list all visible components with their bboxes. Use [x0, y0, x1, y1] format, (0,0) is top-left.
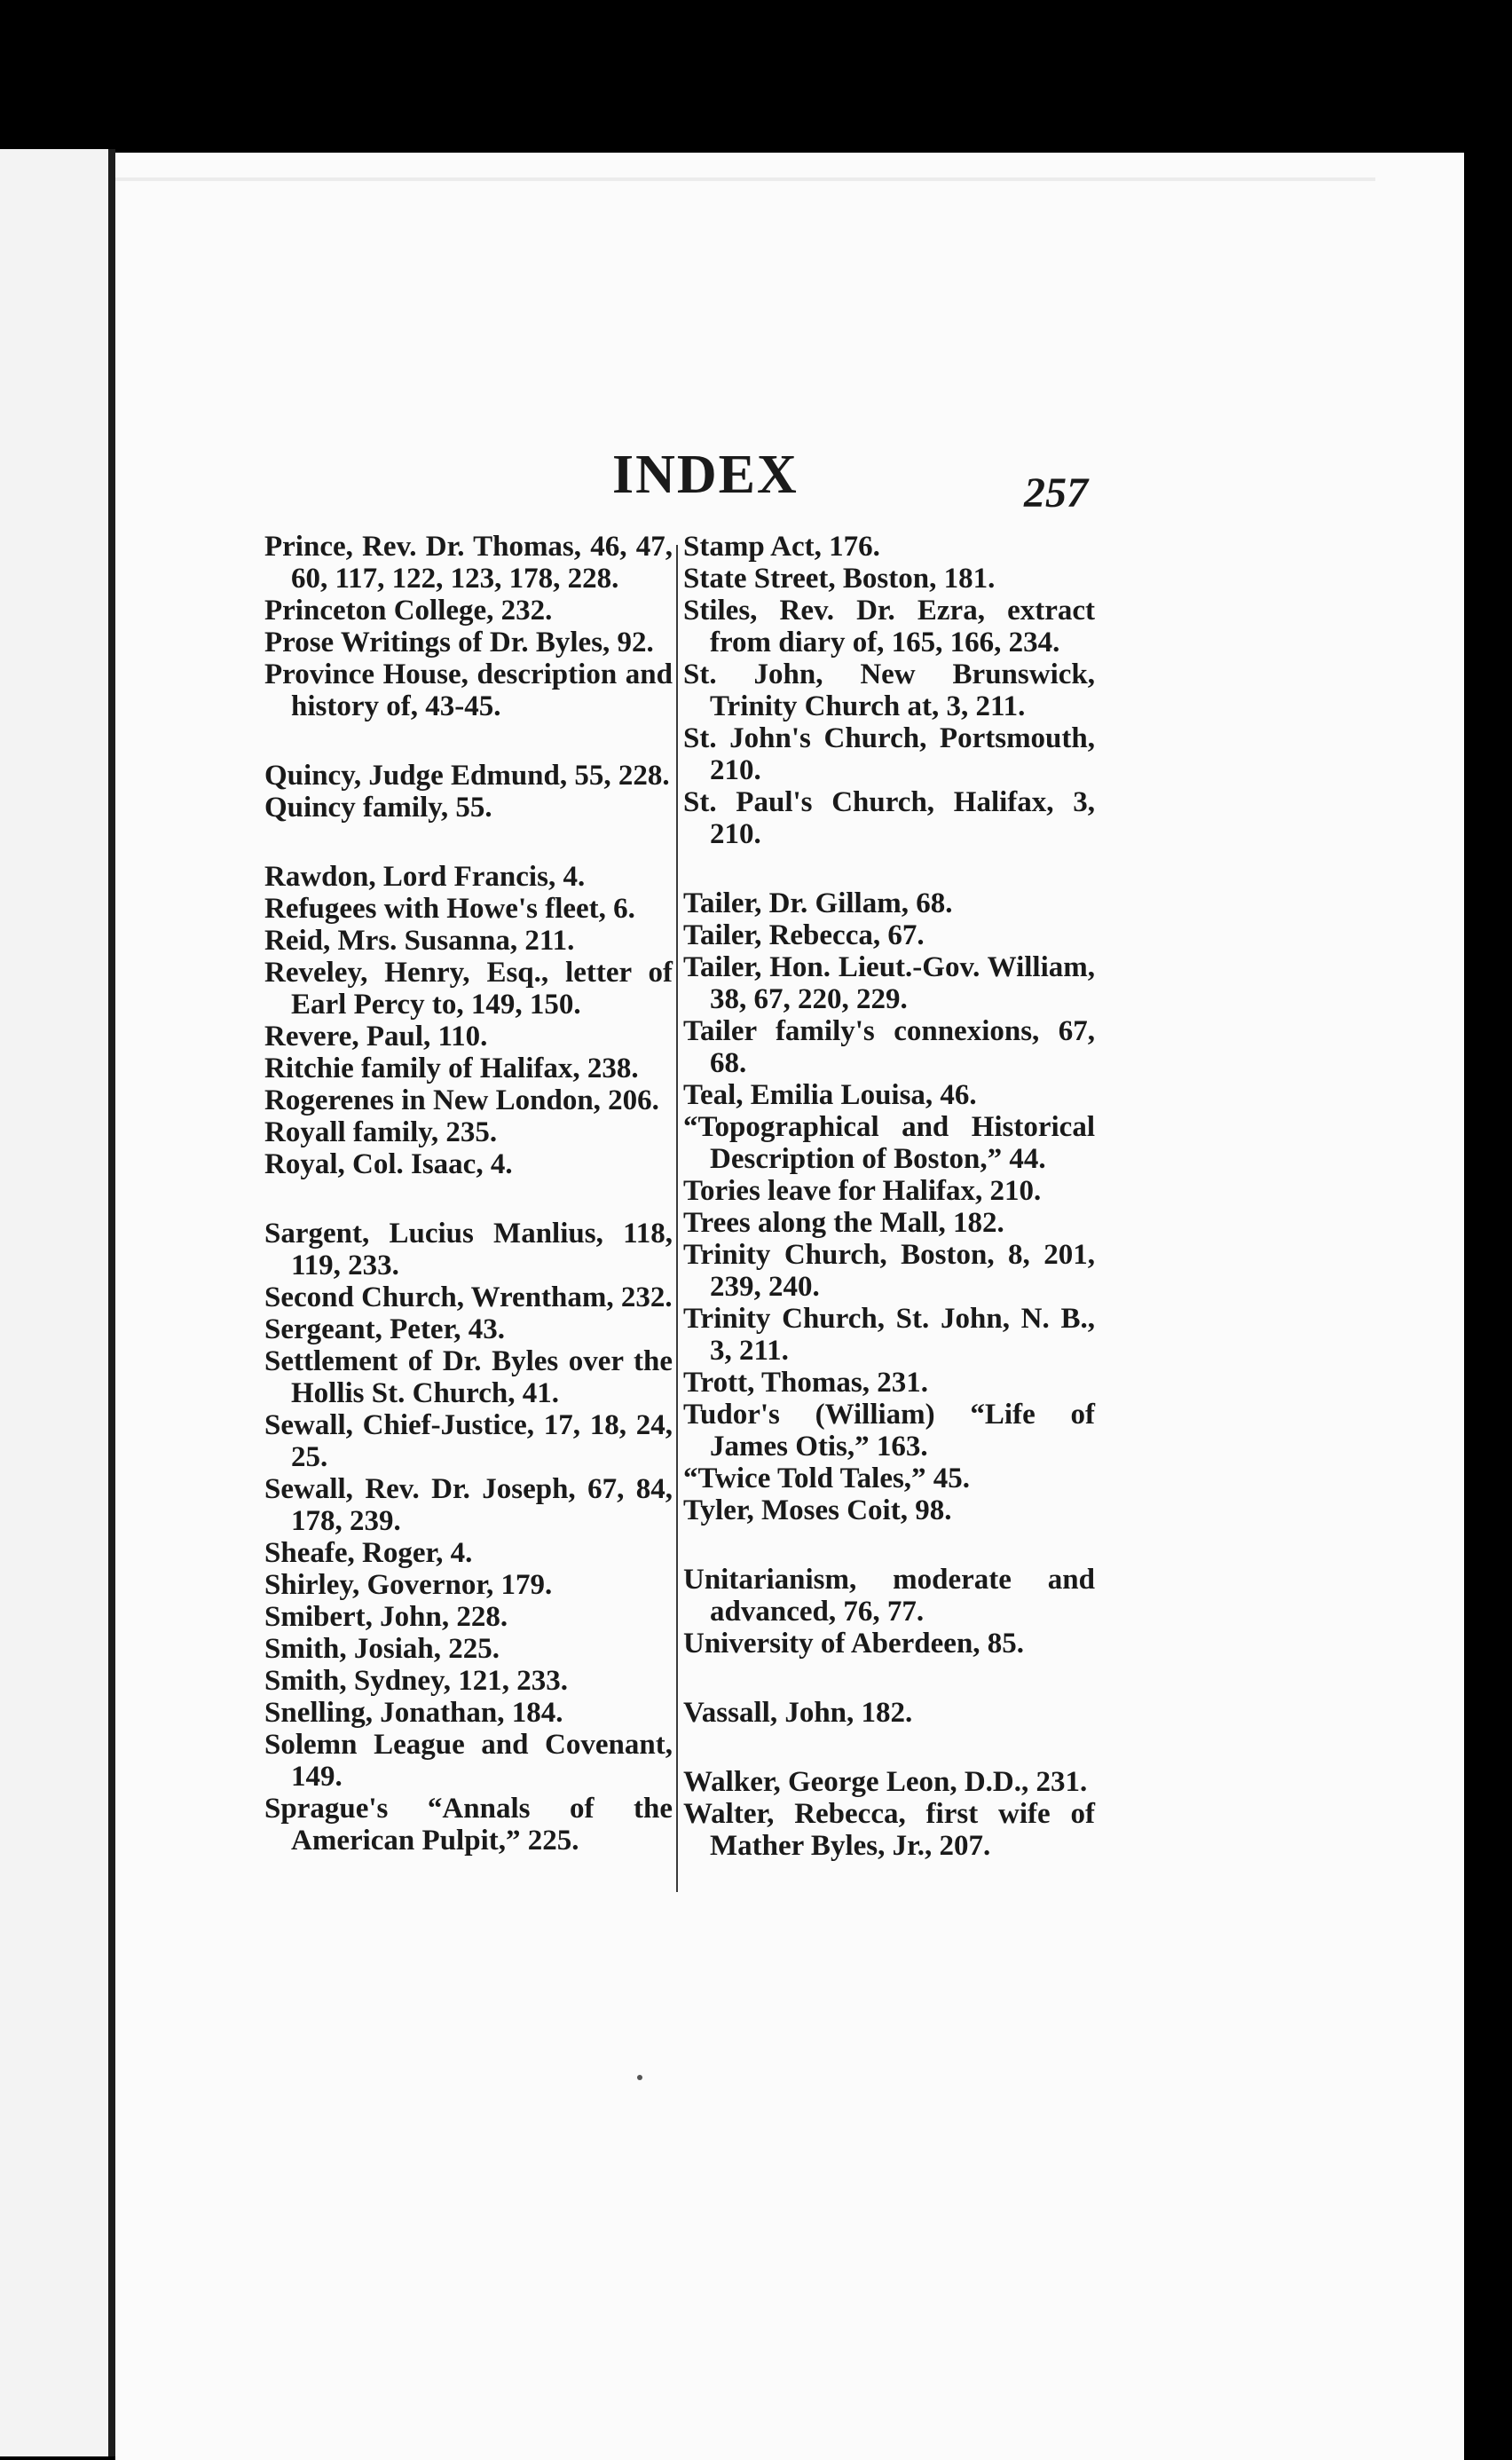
index-entry: Sprague's “Annals of the American Pulpit,” 225. — [264, 1793, 673, 1857]
section-gap — [683, 850, 1095, 887]
index-entry: Solemn League and Covenant, 149. — [264, 1729, 673, 1793]
page-title: INDEX — [612, 445, 799, 505]
index-entry: Quincy, Judge Edmund, 55, 228. — [264, 760, 670, 792]
index-entry: Settlement of Dr. Byles over the Hollis St. Church, 41. — [264, 1345, 673, 1409]
index-entry: Sargent, Lucius Manlius, 118, 119, 233. — [264, 1218, 673, 1281]
index-column-right — [683, 531, 1095, 1862]
index-entry: State Street, Boston, 181. — [683, 563, 996, 595]
index-entry: Smibert, John, 228. — [264, 1601, 508, 1633]
index-entry: Reveley, Henry, Esq., letter of Earl Percy to, 149, 150. — [264, 957, 673, 1021]
section-gap — [264, 1180, 673, 1218]
index-entry: Royal, Col. Isaac, 4. — [264, 1148, 513, 1180]
index-entry: St. John, New Brunswick, Trinity Church at, 3, 211. — [683, 658, 1095, 722]
section-gap — [683, 1526, 1095, 1564]
index-entry: St. Paul's Church, Halifax, 3, 210. — [683, 786, 1095, 850]
index-entry: Trott, Thomas, 231. — [683, 1367, 928, 1399]
index-entry: Tailer, Rebecca, 67. — [683, 919, 925, 951]
facing-page-edge — [0, 149, 115, 2456]
index-entry: Trinity Church, Boston, 8, 201, 239, 240. — [683, 1239, 1095, 1303]
index-entry: Tailer family's connexions, 67, 68. — [683, 1015, 1095, 1079]
index-entry: Walter, Rebecca, first wife of Mather Byles, Jr., 207. — [683, 1798, 1095, 1862]
index-entry: Smith, Josiah, 225. — [264, 1633, 500, 1665]
index-entry: Reid, Mrs. Susanna, 211. — [264, 925, 575, 957]
index-entry: Sergeant, Peter, 43. — [264, 1313, 505, 1345]
index-entry: Unitarianism, moderate and advanced, 76, 77. — [683, 1564, 1095, 1628]
index-entry: University of Aberdeen, 85. — [683, 1628, 1025, 1660]
section-gap — [683, 1660, 1095, 1697]
index-entry: Revere, Paul, 110. — [264, 1021, 488, 1053]
section-gap — [683, 1729, 1095, 1766]
index-entry: Stamp Act, 176. — [683, 531, 880, 563]
index-entry: Rogerenes in New London, 206. — [264, 1084, 659, 1116]
index-entry: Quincy family, 55. — [264, 792, 492, 824]
page-speck — [637, 2075, 642, 2080]
index-entry: Refugees with Howe's fleet, 6. — [264, 893, 635, 925]
index-entry: Trees along the Mall, 182. — [683, 1207, 1004, 1239]
index-entry: Smith, Sydney, 121, 233. — [264, 1665, 568, 1697]
index-entry: Shirley, Governor, 179. — [264, 1569, 553, 1601]
section-gap — [264, 722, 673, 760]
index-entry: Sewall, Rev. Dr. Joseph, 67, 84, 178, 239. — [264, 1473, 673, 1537]
index-entry: “Twice Told Tales,” 45. — [683, 1463, 971, 1494]
index-entry: Trinity Church, St. John, N. B., 3, 211. — [683, 1303, 1095, 1367]
index-entry: Sewall, Chief-Justice, 17, 18, 24, 25. — [264, 1409, 673, 1473]
index-entry: Walker, George Leon, D.D., 231. — [683, 1766, 1088, 1798]
index-entry: Tories leave for Halifax, 210. — [683, 1175, 1042, 1207]
index-entry: Province House, description and history of, 43-45. — [264, 658, 673, 722]
index-entry: Prose Writings of Dr. Byles, 92. — [264, 627, 654, 658]
index-entry: Prince, Rev. Dr. Thomas, 46, 47, 60, 117, 122, 123, 178, 228. — [264, 531, 673, 595]
section-gap — [264, 824, 673, 861]
index-entry: Second Church, Wrentham, 232. — [264, 1281, 673, 1313]
index-entry: Vassall, John, 182. — [683, 1697, 913, 1729]
index-entry: Tudor's (William) “Life of James Otis,” 163. — [683, 1399, 1095, 1463]
index-entry: Princeton College, 232. — [264, 595, 553, 627]
index-entry: Teal, Emilia Louisa, 46. — [683, 1079, 977, 1111]
index-entry: Snelling, Jonathan, 184. — [264, 1697, 563, 1729]
index-entry: Tyler, Moses Coit, 98. — [683, 1494, 952, 1526]
column-divider — [676, 545, 678, 1892]
index-entry: Rawdon, Lord Francis, 4. — [264, 861, 586, 893]
index-entry: St. John's Church, Portsmouth, 210. — [683, 722, 1095, 786]
index-column-left — [264, 531, 673, 1857]
page-number: 257 — [1024, 469, 1088, 516]
index-entry: Stiles, Rev. Dr. Ezra, extract from diary of, 165, 166, 234. — [683, 595, 1095, 658]
index-entry: Tailer, Hon. Lieut.-Gov. William, 38, 67, 220, 229. — [683, 951, 1095, 1015]
index-entry: Royall family, 235. — [264, 1116, 498, 1148]
index-entry: Ritchie family of Halifax, 238. — [264, 1053, 639, 1084]
index-entry: Tailer, Dr. Gillam, 68. — [683, 887, 953, 919]
index-entry: Sheafe, Roger, 4. — [264, 1537, 473, 1569]
index-entry: “Topographical and Historical Description of Boston,” 44. — [683, 1111, 1095, 1175]
page-top-edge — [115, 177, 1375, 181]
